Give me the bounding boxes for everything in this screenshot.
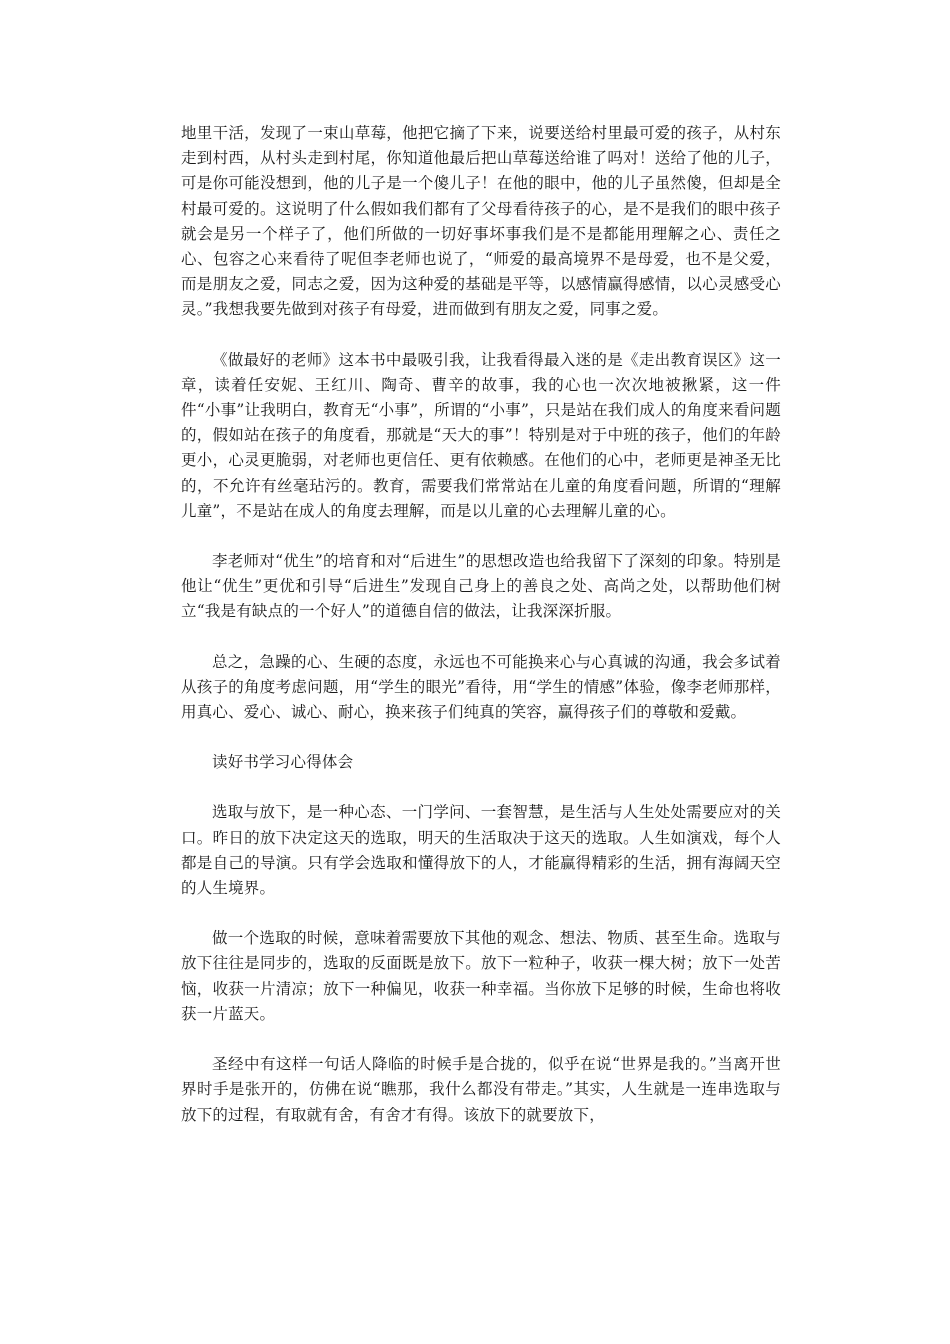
paragraph-continued: 地里干活，发现了一束山草莓，他把它摘了下来，说要送给村里最可爱的孩子，从村东走到村西，从村头走到村尾，你知道他最后把山草莓送给谁了吗对！送给了他的儿子，可是你可能没想到，他的儿子是一个傻儿子！在他的眼中，他的儿子虽然傻，但却是全村最可爱的。这说明了什么假如我们都有了父母看待孩子的心，是不是我们的眼中孩子就会是另一个样子了，他们所做的一切好事坏事我们是不是都能用理解之心、责任之心、包容之心来看待了呢但李老师也说了，“师爱的最高境界不是母爱，也不是父爱，而是朋友之爱，同志之爱，因为这种爱的基础是平等，以感情赢得感情，以心灵感受心灵。”我想我要先做到对孩子有母爱，进而做到有朋友之爱，同事之爱。 (181, 124, 781, 319)
paragraph-choose-and-let-go: 选取与放下，是一种心态、一门学问、一套智慧，是生活与人生处处需要应对的关口。昨日的放下决定这天的选取，明天的生活取决于这天的选取。人生如演戏，每个人都是自己的导演。只有学会选取和懂得放下的人，才能赢得精彩的生活，拥有海阔天空的人生境界。 (181, 803, 781, 898)
paragraph-book-chapter: 《做最好的老师》这本书中最吸引我，让我看得最入迷的是《走出教育误区》这一章，读着任安妮、王红川、陶奇、曹辛的故事，我的心也一次次地被揪紧，这一件件“小事”让我明白，教育无“小事”，所谓的“小事”，只是站在我们成人的角度来看问题的，假如站在孩子的角度看，那就是“天大的事”！特别是对于中班的孩子，他们的年龄更小，心灵更脆弱，对老师也更信任、更有依赖感。在他们的心中，老师更是神圣无比的，不允许有丝毫玷污的。教育，需要我们常常站在儿童的角度看问题，所谓的“理解儿童”，不是站在成人的角度去理解，而是以儿童的心去理解儿童的心。 (181, 350, 781, 520)
section-title: 读好书学习心得体会 (212, 753, 354, 772)
paragraph-making-choice: 做一个选取的时候，意味着需要放下其他的观念、想法、物质、甚至生命。选取与放下往往是同步的，选取的反面既是放下。放下一粒种子，收获一棵大树；放下一处苦恼，收获一片清凉；放下一种偏见，收获一种幸福。当你放下足够的时候，生命也将收获一片蓝天。 (181, 929, 781, 1023)
document-page (181, 121, 781, 1128)
paragraph-bible-quote: 圣经中有这样一句话人降临的时候手是合拢的，似乎在说“世界是我的。”当离开世界时手是张开的，仿佛在说“瞧那，我什么都没有带走。”其实，人生就是一连串选取与放下的过程，有取就有舍，有舍才有得。该放下的就要放下， (181, 1055, 781, 1124)
paragraph-conclusion: 总之，急躁的心、生硬的态度，永远也不可能换来心与心真诚的沟通，我会多试着从孩子的角度考虑问题，用“学生的眼光”看待，用“学生的情感”体验，像李老师那样，用真心、爱心、诚心、耐心，换来孩子们纯真的笑容，赢得孩子们的尊敬和爱戴。 (181, 652, 781, 722)
paragraph-students: 李老师对“优生”的培育和对“后进生”的思想改造也给我留下了深刻的印象。特别是他让“优生”更优和引导“后进生”发现自己身上的善良之处、高尚之处，以帮助他们树立“我是有缺点的一个好人”的道德自信的做法，让我深深折服。 (181, 552, 781, 621)
